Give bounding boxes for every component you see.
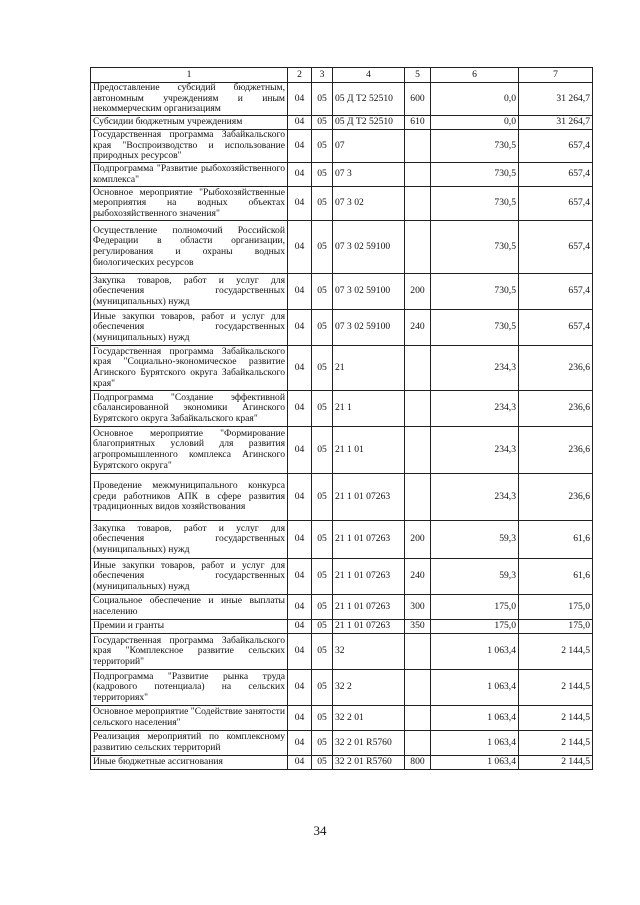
row-amount-1-cell: 234,3 xyxy=(431,427,519,474)
row-subsection-cell: 05 xyxy=(312,521,333,559)
row-amount-1-cell: 730,5 xyxy=(431,187,519,221)
row-amount-1-cell: 730,5 xyxy=(431,130,519,163)
row-name-cell: Предоставление субсидий бюджетным, автономным учреждениям и иным некоммерческим организациям xyxy=(91,83,288,116)
row-name-cell: Государственная программа Забайкальского края "Социально-экономическое развитие Агинского Бурятского округа Забайкальского края" xyxy=(91,346,288,391)
table-row xyxy=(91,116,593,130)
row-amount-1-cell: 59,3 xyxy=(431,521,519,559)
row-amount-1-cell: 1 063,4 xyxy=(431,756,519,770)
row-amount-2-cell: 175,0 xyxy=(519,595,593,620)
row-amount-1-cell: 59,3 xyxy=(431,559,519,595)
row-subsection-cell: 05 xyxy=(312,559,333,595)
table-row xyxy=(91,427,593,474)
row-expense-type-cell xyxy=(405,427,431,474)
row-expense-type-cell xyxy=(405,346,431,391)
table-row xyxy=(91,670,593,706)
row-expense-type-cell: 610 xyxy=(405,116,431,130)
row-expense-type-cell: 240 xyxy=(405,310,431,346)
row-expense-type-cell: 200 xyxy=(405,274,431,310)
row-amount-2-cell: 2 144,5 xyxy=(519,756,593,770)
row-name-cell: Закупка товаров, работ и услуг для обеспечения государственных (муниципальных) нужд xyxy=(91,274,288,310)
row-expense-type-cell: 350 xyxy=(405,620,431,634)
row-section-cell: 04 xyxy=(288,474,312,521)
row-expense-type-cell xyxy=(405,163,431,187)
row-expense-type-cell: 240 xyxy=(405,559,431,595)
row-section-cell: 04 xyxy=(288,310,312,346)
row-expense-type-cell xyxy=(405,391,431,427)
row-subsection-cell: 05 xyxy=(312,83,333,116)
table-row xyxy=(91,731,593,756)
row-amount-1-cell: 175,0 xyxy=(431,595,519,620)
row-amount-1-cell: 730,5 xyxy=(431,274,519,310)
row-name-cell: Государственная программа Забайкальского края "Воспроизводство и использование природных ресурсов" xyxy=(91,130,288,163)
row-section-cell: 04 xyxy=(288,187,312,221)
row-subsection-cell: 05 xyxy=(312,221,333,274)
table-row xyxy=(91,474,593,521)
row-section-cell: 04 xyxy=(288,130,312,163)
table-row xyxy=(91,634,593,670)
row-subsection-cell: 05 xyxy=(312,163,333,187)
row-expense-type-cell xyxy=(405,634,431,670)
row-target-code-cell: 32 2 xyxy=(333,670,405,706)
row-expense-type-cell xyxy=(405,187,431,221)
row-amount-2-cell: 657,4 xyxy=(519,187,593,221)
row-section-cell: 04 xyxy=(288,521,312,559)
row-subsection-cell: 05 xyxy=(312,670,333,706)
row-target-code-cell: 21 xyxy=(333,346,405,391)
row-name-cell: Реализация мероприятий по комплексному развитию сельских территорий xyxy=(91,731,288,756)
row-amount-2-cell: 236,6 xyxy=(519,474,593,521)
table-row xyxy=(91,706,593,731)
row-amount-2-cell: 2 144,5 xyxy=(519,670,593,706)
row-expense-type-cell: 600 xyxy=(405,83,431,116)
row-target-code-cell: 21 1 01 07263 xyxy=(333,474,405,521)
row-amount-1-cell: 1 063,4 xyxy=(431,634,519,670)
row-target-code-cell: 21 1 01 xyxy=(333,427,405,474)
row-name-cell: Основное мероприятие "Рыбохозяйственные мероприятия на водных объектах рыбохозяйственного значения" xyxy=(91,187,288,221)
row-target-code-cell: 07 3 02 59100 xyxy=(333,221,405,274)
table-body xyxy=(91,83,593,770)
table-row xyxy=(91,163,593,187)
row-subsection-cell: 05 xyxy=(312,274,333,310)
table-row xyxy=(91,391,593,427)
row-target-code-cell: 07 xyxy=(333,130,405,163)
row-amount-1-cell: 1 063,4 xyxy=(431,731,519,756)
row-subsection-cell: 05 xyxy=(312,634,333,670)
row-amount-2-cell: 2 144,5 xyxy=(519,634,593,670)
row-amount-1-cell: 175,0 xyxy=(431,620,519,634)
row-name-cell: Проведение межмуниципального конкурса среди работников АПК в сфере развития традиционных видов хозяйствования xyxy=(91,474,288,521)
row-section-cell: 04 xyxy=(288,595,312,620)
row-section-cell: 04 xyxy=(288,620,312,634)
row-target-code-cell: 07 3 xyxy=(333,163,405,187)
row-amount-2-cell: 657,4 xyxy=(519,274,593,310)
row-section-cell: 04 xyxy=(288,116,312,130)
row-target-code-cell: 05 Д Т2 52510 xyxy=(333,116,405,130)
row-name-cell: Иные закупки товаров, работ и услуг для обеспечения государственных (муниципальных) нужд xyxy=(91,559,288,595)
row-target-code-cell: 07 3 02 59100 xyxy=(333,310,405,346)
row-target-code-cell: 21 1 xyxy=(333,391,405,427)
row-name-cell: Основное мероприятие "Содействие занятости сельского населения" xyxy=(91,706,288,731)
table-row xyxy=(91,187,593,221)
row-expense-type-cell xyxy=(405,670,431,706)
row-amount-2-cell: 31 264,7 xyxy=(519,116,593,130)
row-amount-1-cell: 1 063,4 xyxy=(431,706,519,731)
row-subsection-cell: 05 xyxy=(312,731,333,756)
row-amount-2-cell: 175,0 xyxy=(519,620,593,634)
row-expense-type-cell: 800 xyxy=(405,756,431,770)
row-expense-type-cell xyxy=(405,474,431,521)
row-name-cell: Подпрограмма "Создание эффективной сбалансированной экономики Агинского Бурятского округа Забайкальского края" xyxy=(91,391,288,427)
row-name-cell: Премии и гранты xyxy=(91,620,288,634)
row-section-cell: 04 xyxy=(288,163,312,187)
table-row xyxy=(91,521,593,559)
row-amount-1-cell: 730,5 xyxy=(431,310,519,346)
table-row xyxy=(91,310,593,346)
row-target-code-cell: 32 2 01 xyxy=(333,706,405,731)
header-col-3: 3 xyxy=(312,68,333,83)
row-amount-1-cell: 730,5 xyxy=(431,163,519,187)
row-name-cell: Подпрограмма "Развитие рынка труда (кадрового потенциала) на сельских территориях" xyxy=(91,670,288,706)
row-amount-2-cell: 61,6 xyxy=(519,521,593,559)
row-name-cell: Иные закупки товаров, работ и услуг для обеспечения государственных (муниципальных) нужд xyxy=(91,310,288,346)
row-amount-1-cell: 0,0 xyxy=(431,83,519,116)
row-target-code-cell: 21 1 01 07263 xyxy=(333,595,405,620)
row-section-cell: 04 xyxy=(288,274,312,310)
row-target-code-cell: 32 xyxy=(333,634,405,670)
table-row xyxy=(91,756,593,770)
table-row xyxy=(91,83,593,116)
table-row xyxy=(91,620,593,634)
row-amount-2-cell: 657,4 xyxy=(519,130,593,163)
row-name-cell: Основное мероприятие "Формирование благоприятных условий для развития агропромышленного комплекса Агинского Бурятского округа" xyxy=(91,427,288,474)
row-subsection-cell: 05 xyxy=(312,706,333,731)
header-col-5: 5 xyxy=(405,68,431,83)
row-target-code-cell: 32 2 01 R5760 xyxy=(333,756,405,770)
row-amount-1-cell: 1 063,4 xyxy=(431,670,519,706)
row-section-cell: 04 xyxy=(288,427,312,474)
table-row xyxy=(91,274,593,310)
header-col-1: 1 xyxy=(91,68,288,83)
row-section-cell: 04 xyxy=(288,706,312,731)
row-amount-2-cell: 236,6 xyxy=(519,346,593,391)
row-amount-2-cell: 236,6 xyxy=(519,427,593,474)
row-name-cell: Иные бюджетные ассигнования xyxy=(91,756,288,770)
row-amount-2-cell: 236,6 xyxy=(519,391,593,427)
row-amount-2-cell: 2 144,5 xyxy=(519,731,593,756)
row-target-code-cell: 05 Д Т2 52510 xyxy=(333,83,405,116)
row-subsection-cell: 05 xyxy=(312,130,333,163)
row-name-cell: Осуществление полномочий Российской Федерации в области организации, регулирования и охраны водных биологических ресурсов xyxy=(91,221,288,274)
row-amount-1-cell: 234,3 xyxy=(431,474,519,521)
row-subsection-cell: 05 xyxy=(312,620,333,634)
row-target-code-cell: 07 3 02 59100 xyxy=(333,274,405,310)
header-col-2: 2 xyxy=(288,68,312,83)
row-subsection-cell: 05 xyxy=(312,756,333,770)
row-amount-2-cell: 657,4 xyxy=(519,221,593,274)
row-section-cell: 04 xyxy=(288,634,312,670)
row-subsection-cell: 05 xyxy=(312,310,333,346)
header-col-4: 4 xyxy=(333,68,405,83)
table-row xyxy=(91,595,593,620)
row-section-cell: 04 xyxy=(288,756,312,770)
row-subsection-cell: 05 xyxy=(312,391,333,427)
table-header-row xyxy=(91,68,593,83)
row-subsection-cell: 05 xyxy=(312,346,333,391)
row-amount-2-cell: 657,4 xyxy=(519,163,593,187)
row-target-code-cell: 21 1 01 07263 xyxy=(333,559,405,595)
row-section-cell: 04 xyxy=(288,559,312,595)
row-amount-2-cell: 61,6 xyxy=(519,559,593,595)
row-section-cell: 04 xyxy=(288,221,312,274)
row-subsection-cell: 05 xyxy=(312,595,333,620)
row-amount-2-cell: 31 264,7 xyxy=(519,83,593,116)
row-section-cell: 04 xyxy=(288,83,312,116)
row-amount-1-cell: 234,3 xyxy=(431,346,519,391)
row-subsection-cell: 05 xyxy=(312,116,333,130)
row-expense-type-cell xyxy=(405,130,431,163)
table-row xyxy=(91,346,593,391)
row-section-cell: 04 xyxy=(288,670,312,706)
table-row xyxy=(91,559,593,595)
row-expense-type-cell xyxy=(405,706,431,731)
table-row xyxy=(91,130,593,163)
row-expense-type-cell xyxy=(405,731,431,756)
row-subsection-cell: 05 xyxy=(312,474,333,521)
row-target-code-cell: 32 2 01 R5760 xyxy=(333,731,405,756)
row-section-cell: 04 xyxy=(288,346,312,391)
row-expense-type-cell: 300 xyxy=(405,595,431,620)
row-target-code-cell: 21 1 01 07263 xyxy=(333,521,405,559)
budget-table xyxy=(90,67,593,770)
row-section-cell: 04 xyxy=(288,731,312,756)
row-section-cell: 04 xyxy=(288,391,312,427)
row-subsection-cell: 05 xyxy=(312,427,333,474)
header-col-6: 6 xyxy=(431,68,519,83)
row-name-cell: Подпрограмма "Развитие рыбохозяйственного комплекса" xyxy=(91,163,288,187)
row-target-code-cell: 07 3 02 xyxy=(333,187,405,221)
row-amount-1-cell: 234,3 xyxy=(431,391,519,427)
row-expense-type-cell xyxy=(405,221,431,274)
row-amount-2-cell: 657,4 xyxy=(519,310,593,346)
header-col-7: 7 xyxy=(519,68,593,83)
row-subsection-cell: 05 xyxy=(312,187,333,221)
row-amount-1-cell: 0,0 xyxy=(431,116,519,130)
row-name-cell: Закупка товаров, работ и услуг для обеспечения государственных (муниципальных) нужд xyxy=(91,521,288,559)
row-name-cell: Государственная программа Забайкальского края "Комплексное развитие сельских территорий" xyxy=(91,634,288,670)
row-amount-1-cell: 730,5 xyxy=(431,221,519,274)
row-target-code-cell: 21 1 01 07263 xyxy=(333,620,405,634)
table-row xyxy=(91,221,593,274)
row-expense-type-cell: 200 xyxy=(405,521,431,559)
row-amount-2-cell: 2 144,5 xyxy=(519,706,593,731)
page-number: 34 xyxy=(313,823,327,838)
row-name-cell: Социальное обеспечение и иные выплаты населению xyxy=(91,595,288,620)
row-name-cell: Субсидии бюджетным учреждениям xyxy=(91,116,288,130)
